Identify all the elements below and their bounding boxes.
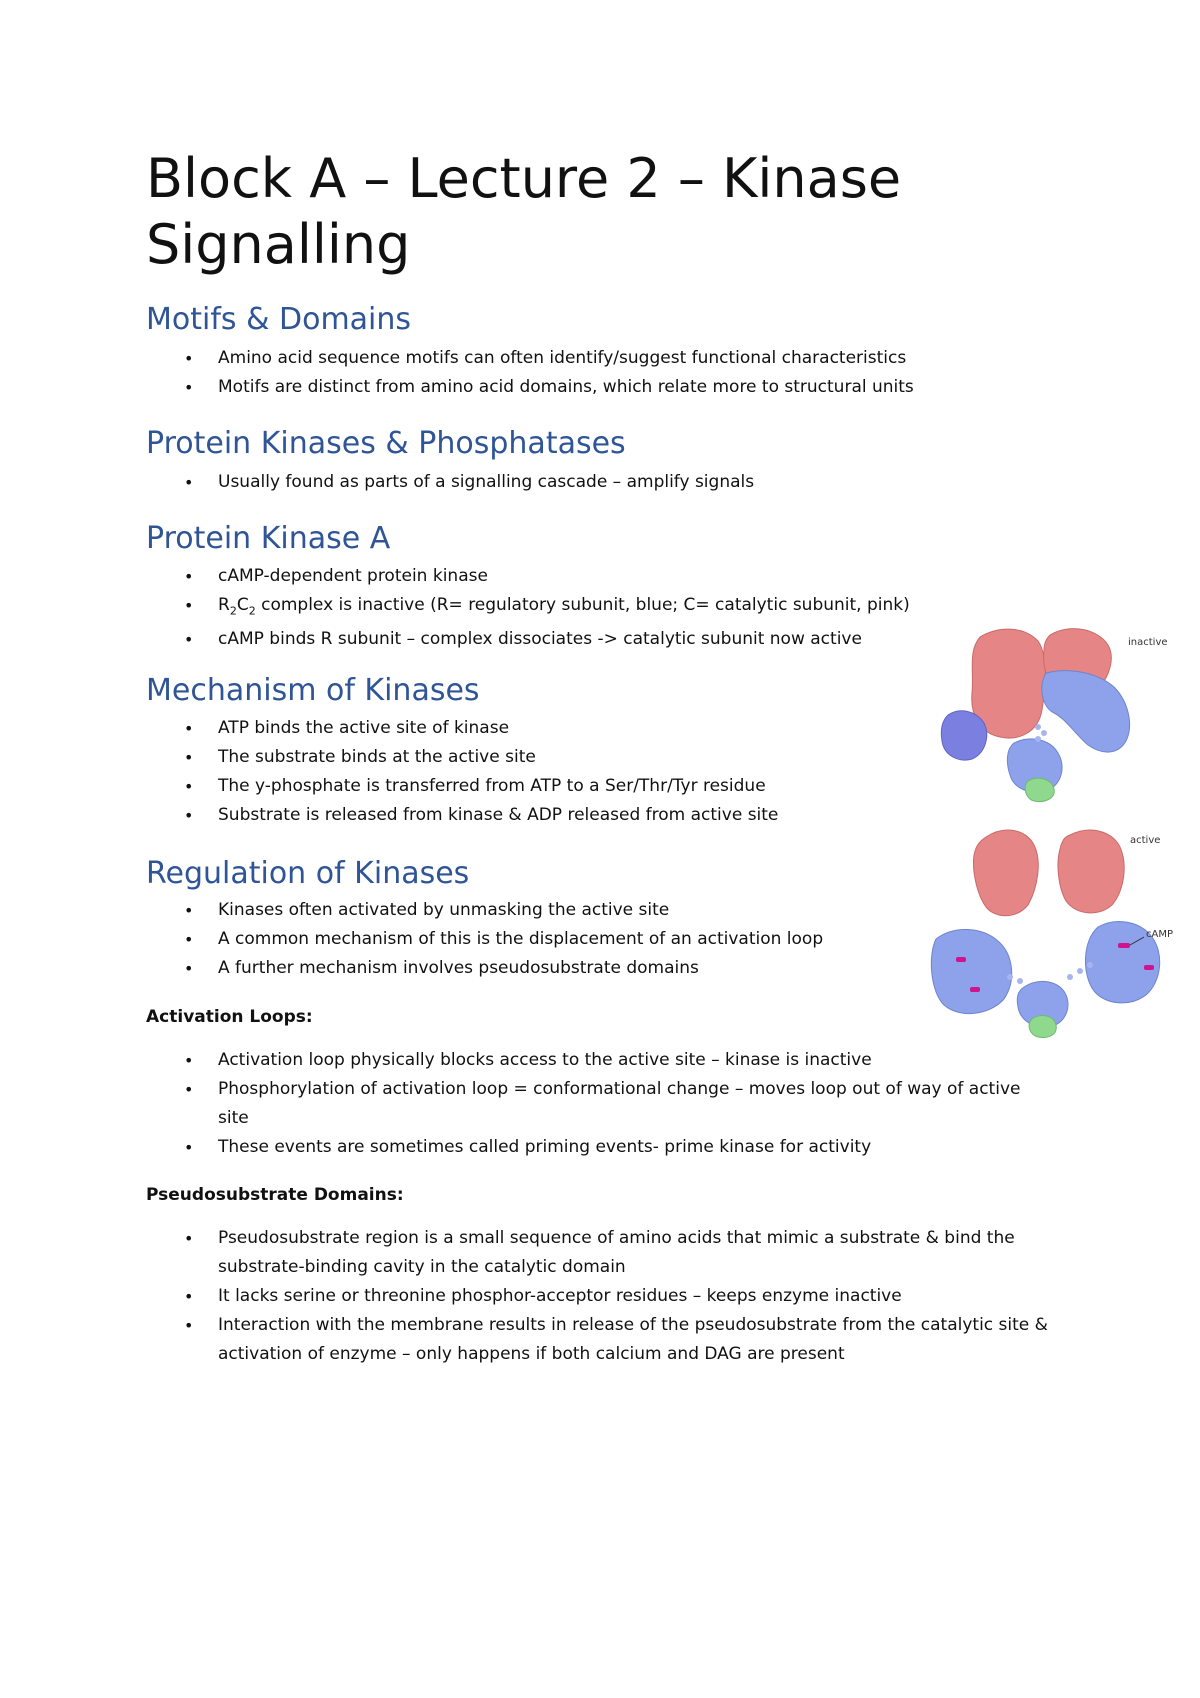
list-item: • It lacks serine or threonine phosphor-acceptor residues – keeps enzyme inactive xyxy=(146,1282,1066,1311)
list-item: • Amino acid sequence motifs can often identify/suggest functional characteristics xyxy=(146,344,1046,373)
list-item: • The y-phosphate is transferred from ATP to a Ser/Thr/Tyr residue xyxy=(146,772,926,801)
list-item: • cAMP-dependent protein kinase xyxy=(146,562,1006,591)
heading-protein-kinases-phosphatases: Protein Kinases & Phosphatases xyxy=(146,426,626,461)
list-item: • These events are sometimes called priming events- prime kinase for activity xyxy=(146,1133,1046,1162)
list-item: • A further mechanism involves pseudosubstrate domains xyxy=(146,954,926,983)
linker-dots xyxy=(1035,724,1047,742)
list-protein-kinases-phosphatases xyxy=(146,468,1046,497)
list-pseudosubstrate-domains xyxy=(146,1224,1066,1369)
list-item: • Substrate is released from kinase & ADP released from active site xyxy=(146,801,926,830)
list-item: • A common mechanism of this is the displacement of an activation loop xyxy=(146,925,926,954)
list-item: • cAMP binds R subunit – complex dissociates -> catalytic subunit now active xyxy=(146,625,1006,654)
catalytic-subunit-left-active xyxy=(974,830,1039,916)
label-active: active xyxy=(1130,835,1161,846)
heading-activation-loops: Activation Loops: xyxy=(146,1007,313,1027)
list-protein-kinase-a xyxy=(146,562,1006,654)
c-subscript: 2 xyxy=(248,604,256,618)
linker-dots-active xyxy=(1007,962,1093,984)
regulatory-subunit-left xyxy=(941,711,986,760)
list-motifs-domains xyxy=(146,344,1046,402)
list-item: • Pseudosubstrate region is a small sequence of amino acids that mimic a substrate & bind the substrate-binding cavity in the catalytic domain xyxy=(146,1224,1066,1282)
r-subscript: 2 xyxy=(229,604,237,618)
heading-mechanism-of-kinases: Mechanism of Kinases xyxy=(146,673,480,708)
list-item: • Usually found as parts of a signalling cascade – amplify signals xyxy=(146,468,1046,497)
list-mechanism-of-kinases xyxy=(146,714,926,830)
list-item: • Kinases often activated by unmasking the active site xyxy=(146,896,926,925)
page-title: Block A – Lecture 2 – Kinase Signalling xyxy=(146,147,902,276)
active-complex xyxy=(931,830,1173,1037)
r2c2-text: complex is inactive (R= regulatory subunit, blue; C= catalytic subunit, pink) xyxy=(255,595,910,615)
c-symbol: C xyxy=(236,595,249,615)
regulatory-subunit-right xyxy=(1042,671,1130,752)
catalytic-subunit-right-active xyxy=(1058,830,1124,913)
r-symbol: R xyxy=(218,595,230,615)
heading-protein-kinase-a: Protein Kinase A xyxy=(146,521,391,556)
heading-regulation-of-kinases: Regulation of Kinases xyxy=(146,856,470,891)
heading-motifs-domains: Motifs & Domains xyxy=(146,302,412,337)
list-item-r2c2 xyxy=(146,591,1006,625)
label-inactive: inactive xyxy=(1128,637,1168,648)
list-item: • Phosphorylation of activation loop = conformational change – moves loop out of way of active site xyxy=(146,1075,1046,1133)
list-activation-loops xyxy=(146,1046,1046,1162)
substrate-domain xyxy=(1025,778,1054,801)
inactive-complex xyxy=(941,629,1167,802)
list-item: • The substrate binds at the active site xyxy=(146,743,926,772)
heading-pseudosubstrate-domains: Pseudosubstrate Domains: xyxy=(146,1185,404,1205)
pka-structure-figure xyxy=(930,615,1180,1045)
label-camp: cAMP xyxy=(1146,929,1173,940)
substrate-domain-active xyxy=(1029,1016,1056,1038)
list-regulation-of-kinases xyxy=(146,896,926,983)
list-item: • Motifs are distinct from amino acid domains, which relate more to structural units xyxy=(146,373,1046,402)
list-item: • Activation loop physically blocks access to the active site – kinase is inactive xyxy=(146,1046,1046,1075)
list-item: • Interaction with the membrane results in release of the pseudosubstrate from the catalytic site & activation of enzyme – only happens if both calcium and DAG are present xyxy=(146,1311,1066,1369)
list-item: • ATP binds the active site of kinase xyxy=(146,714,926,743)
regulatory-subunit-left-active xyxy=(931,929,1011,1013)
